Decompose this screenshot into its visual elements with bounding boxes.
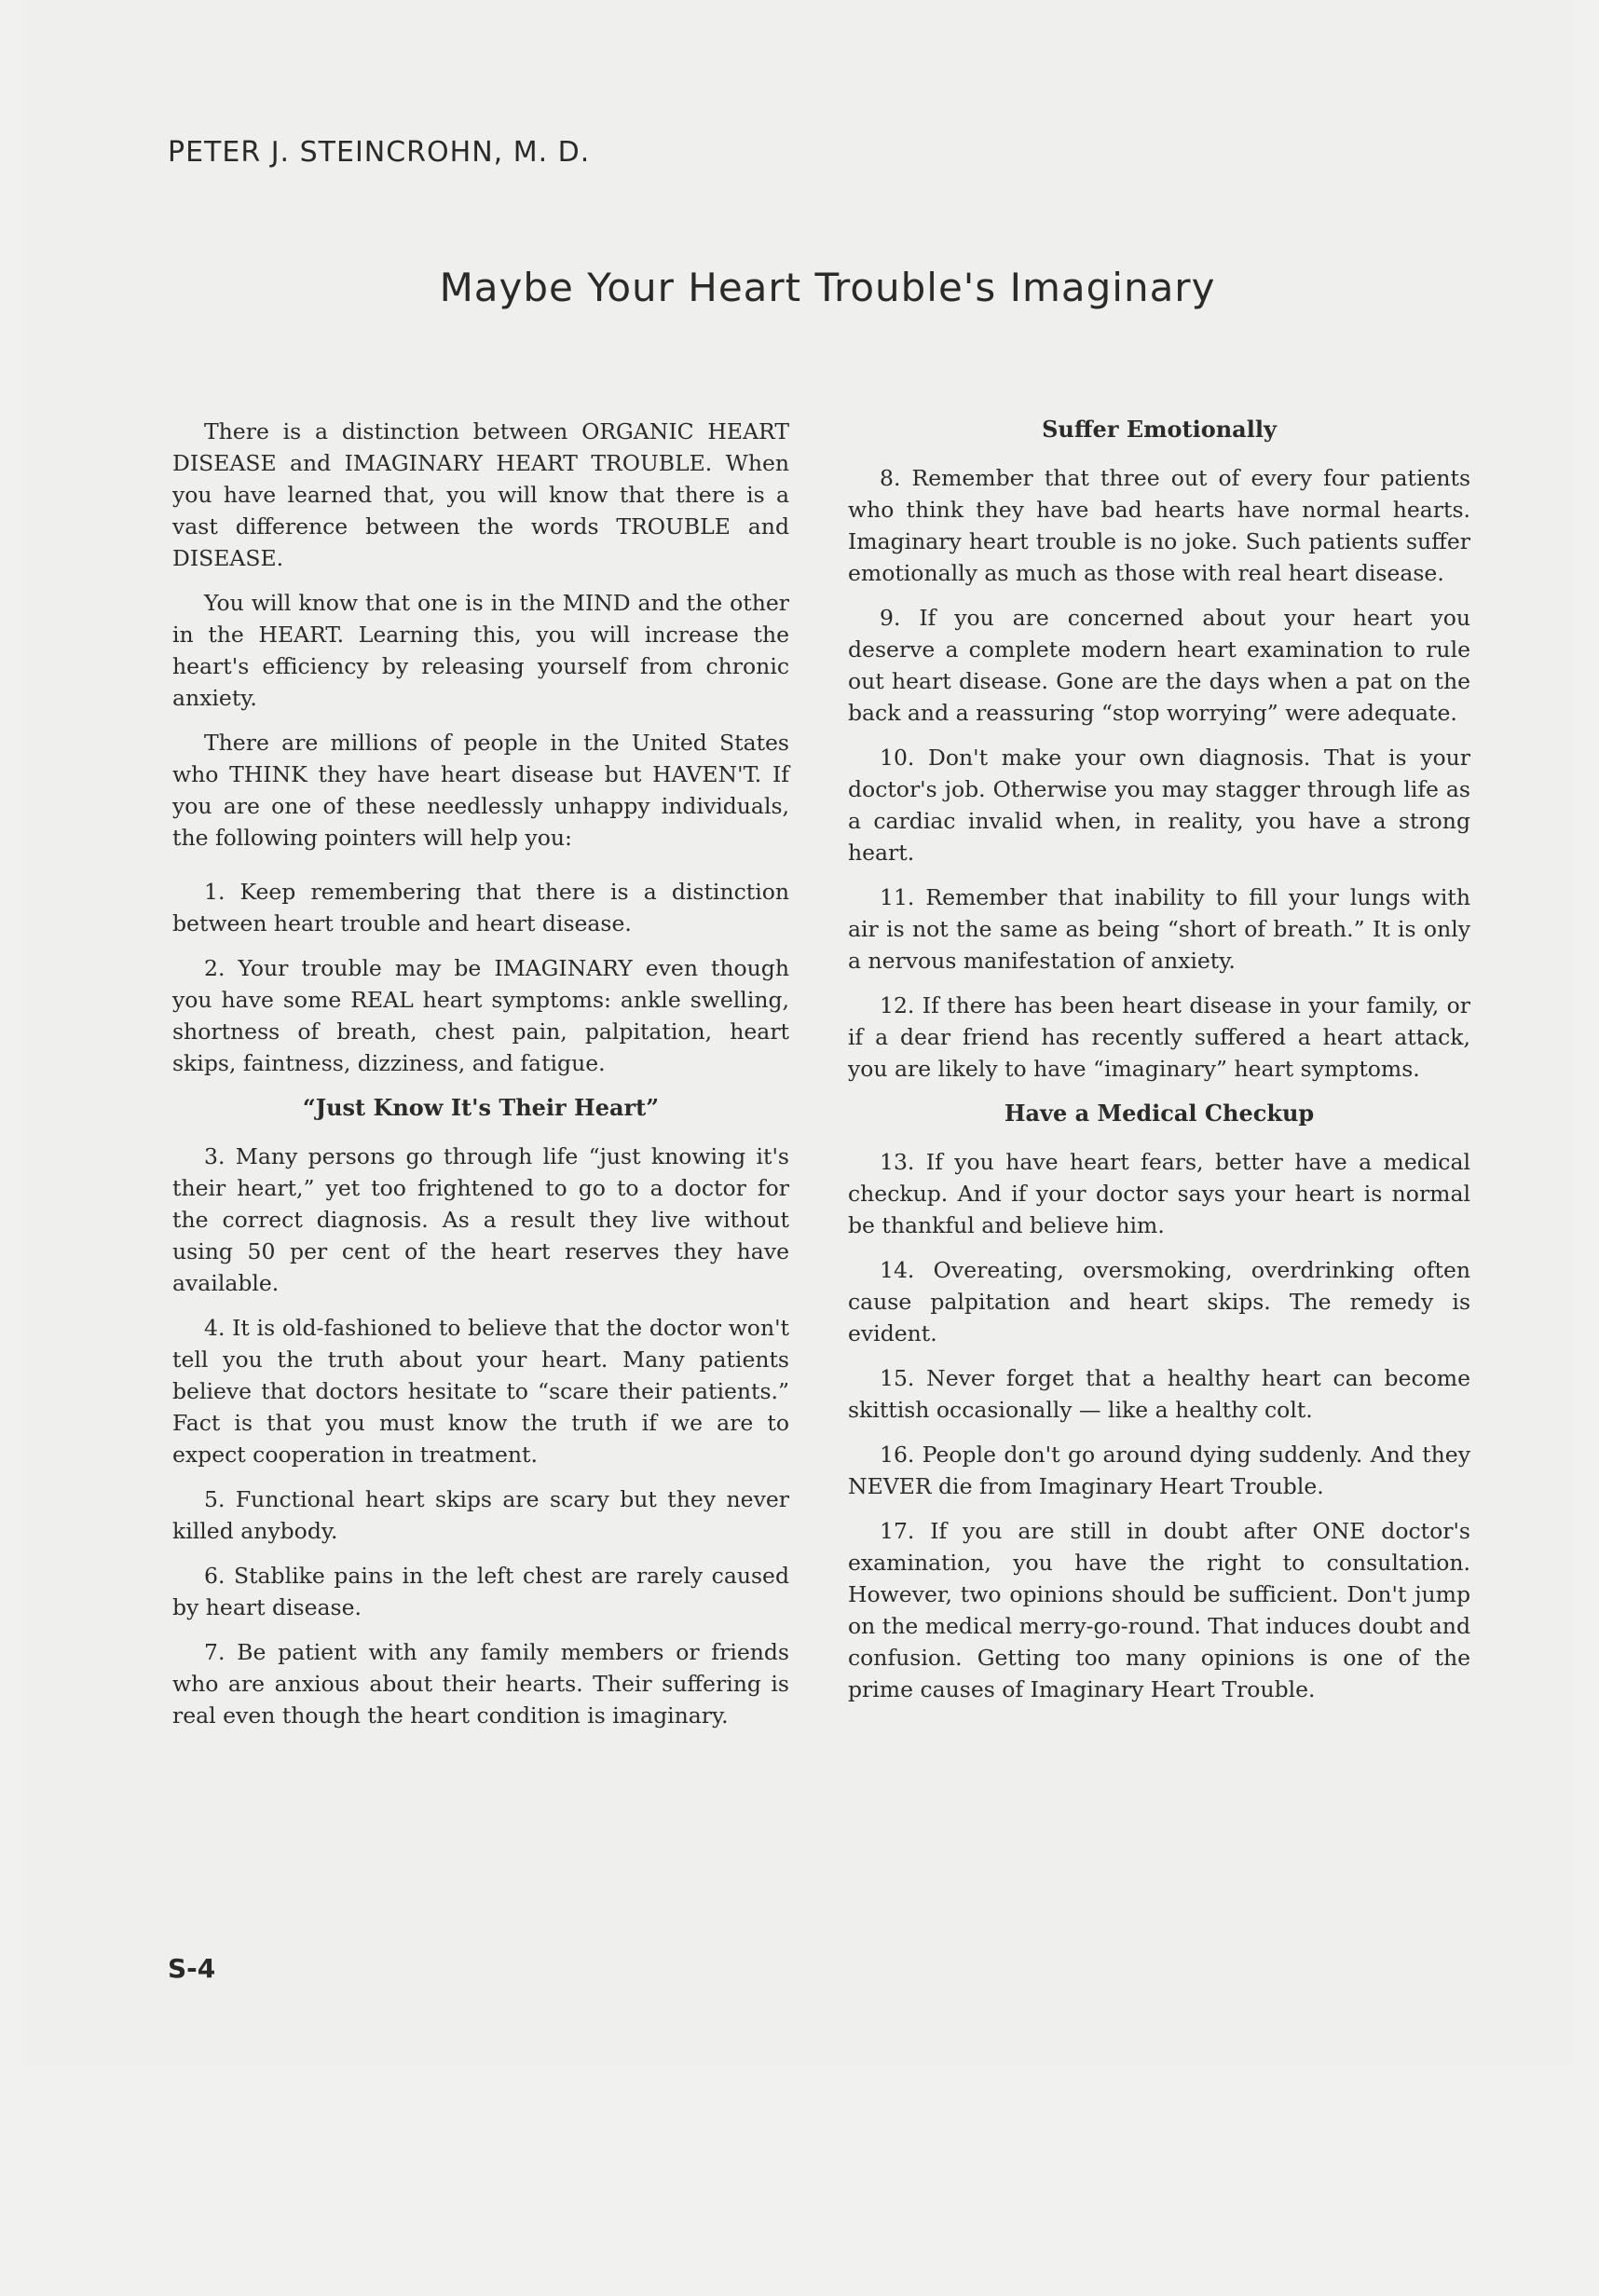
pointer-item-3: 3. Many persons go through life “just knowing it's their heart,” yet too frightened to go to a doctor for the correct diagnosis. As a result they live without using 50 per cent of the heart reserves they have available. <box>172 1143 789 1296</box>
pointer-item-10: 10. Don't make your own diagnosis. That is your doctor's job. Otherwise you may stagger through life as a cardiac invalid when, in reality, you have a strong heart. <box>848 745 1470 866</box>
pointer-item-6: 6. Stablike pains in the left chest are rarely caused by heart disease. <box>172 1563 789 1620</box>
pointer-item-16: 16. People don't go around dying suddenly. And they NEVER die from Imaginary Heart Trouble. <box>848 1442 1470 1499</box>
pointer-item-8: 8. Remember that three out of every four patients who think they have bad hearts have normal hearts. Imaginary heart trouble is no joke. Such patients suffer emotionally as much as those with real heart disease. <box>848 465 1470 586</box>
intro-paragraph: There is a distinction between ORGANIC HEART DISEASE and IMAGINARY HEART TROUBLE. When you have learned that, you will know that there is a vast difference between the words TROUBLE and DISEASE. <box>172 418 789 571</box>
pointer-item-14: 14. Overeating, oversmoking, overdrinking often cause palpitation and heart skips. The remedy is evident. <box>848 1257 1470 1346</box>
section-heading: Have a Medical Checkup <box>1004 1100 1315 1127</box>
author-name: PETER J. STEINCROHN, M. D. <box>168 136 591 169</box>
pointer-item-15: 15. Never forget that a healthy heart can become skittish occasionally — like a healthy colt. <box>848 1365 1470 1423</box>
pointer-item-7: 7. Be patient with any family members or friends who are anxious about their hearts. Their suffering is real even though the heart condition is imaginary. <box>172 1639 789 1729</box>
pointer-item-17: 17. If you are still in doubt after ONE doctor's examination, you have the right to consultation. However, two opinions should be sufficient. Don't jump on the medical merry-go-round. That induces doubt and confusion. Getting too many opinions is one of the prime causes of Imaginary Heart Trouble. <box>848 1518 1470 1702</box>
pointer-item-12: 12. If there has been heart disease in your family, or if a dear friend has recently suffered a heart attack, you are likely to have “imaginary” heart symptoms. <box>848 992 1470 1082</box>
pointer-item-11: 11. Remember that inability to fill your lungs with air is not the same as being “short of breath.” It is only a nervous manifestation of anxiety. <box>848 884 1470 974</box>
pointer-item-5: 5. Functional heart skips are scary but they never killed anybody. <box>172 1486 789 1544</box>
pointer-item-13: 13. If you have heart fears, better have a medical checkup. And if your doctor says your heart is normal be thankful and believe him. <box>848 1149 1470 1238</box>
intro-paragraph: There are millions of people in the United States who THINK they have heart disease but HAVEN'T. If you are one of these needlessly unhappy individuals, the following pointers will help you: <box>172 730 789 851</box>
pointer-item-2: 2. Your trouble may be IMAGINARY even though you have some REAL heart symptoms: ankle swelling, shortness of breath, chest pain, palpitation, heart skips, faintness, dizziness, and fatigue. <box>172 955 789 1076</box>
left-column <box>172 416 789 1744</box>
article-title: Maybe Your Heart Trouble's Imaginary <box>439 265 1216 310</box>
pointer-item-1: 1. Keep remembering that there is a distinction between heart trouble and heart disease. <box>172 879 789 936</box>
page-number: S-4 <box>168 1953 216 1984</box>
section-heading: “Just Know It's Their Heart” <box>302 1094 660 1121</box>
section-heading: Suffer Emotionally <box>1042 416 1277 443</box>
right-column <box>848 414 1470 1718</box>
pointer-item-4: 4. It is old-fashioned to believe that the doctor won't tell you the truth about your heart. Many patients believe that doctors hesitate to “scare their patients.” Fact is that you must know the truth if we are to expect cooperation in treatment. <box>172 1315 789 1468</box>
pointer-item-9: 9. If you are concerned about your heart you deserve a complete modern heart examination to rule out heart disease. Gone are the days when a pat on the back and a reassuring “stop worrying” were adequate. <box>848 605 1470 726</box>
intro-paragraph: You will know that one is in the MIND and the other in the HEART. Learning this, you will increase the heart's efficiency by releasing yourself from chronic anxiety. <box>172 590 789 711</box>
